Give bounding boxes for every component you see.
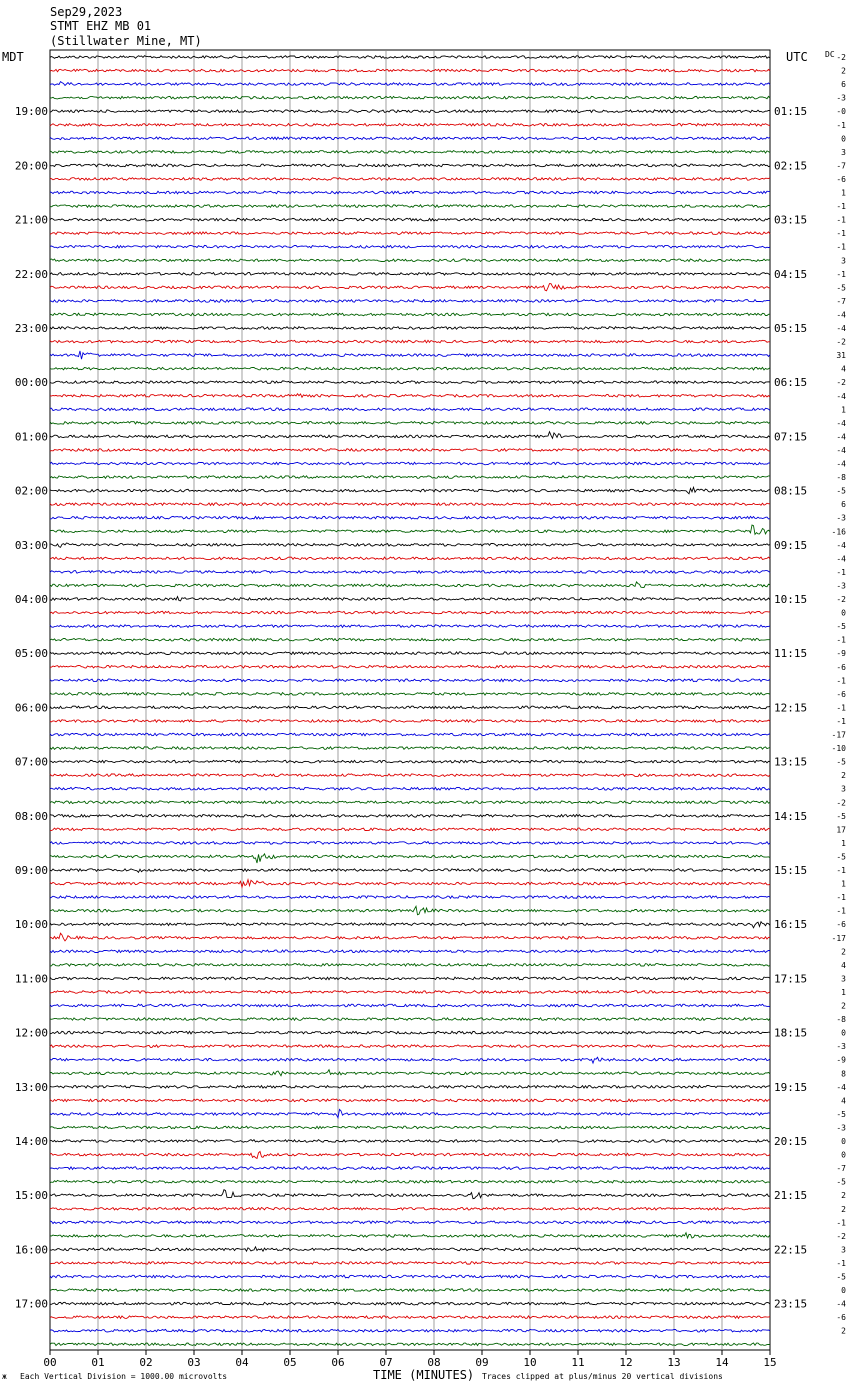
dc-offset-label: 6 xyxy=(841,80,846,90)
dc-offset-label: 3 xyxy=(841,1245,846,1255)
right-hour-label: 18:15 xyxy=(774,1026,808,1040)
x-tick-label: 08 xyxy=(427,1356,441,1369)
trace-line xyxy=(50,950,770,953)
trace-line xyxy=(50,1233,770,1238)
dc-offset-label: -1 xyxy=(836,866,846,875)
left-hour-label: 12:00 xyxy=(14,1026,48,1040)
dc-offset-label: -16 xyxy=(831,527,846,537)
dc-offset-label: -4 xyxy=(836,391,846,401)
trace-line xyxy=(50,1070,770,1076)
trace-line xyxy=(50,1208,770,1211)
dc-offset-label: -8 xyxy=(836,473,846,483)
left-hour-label: 19:00 xyxy=(14,105,48,119)
dc-offset-label: -4 xyxy=(836,459,846,469)
trace-line xyxy=(50,679,770,682)
dc-offset-label: -5 xyxy=(836,622,846,632)
dc-label: DC xyxy=(825,50,835,59)
dc-offset-label: 4 xyxy=(841,364,846,374)
trace-line xyxy=(50,394,770,398)
dc-offset-label: 0 xyxy=(841,1137,846,1146)
trace-line xyxy=(50,964,770,967)
trace-line xyxy=(50,232,770,235)
dc-offset-label: 3 xyxy=(841,256,846,266)
trace-line xyxy=(50,557,770,560)
x-tick-label: 15 xyxy=(763,1356,777,1369)
trace-line xyxy=(50,191,770,194)
trace-line xyxy=(50,381,770,384)
dc-offset-label: 17 xyxy=(836,825,846,835)
trace-line xyxy=(50,1018,770,1021)
dc-offset-label: -3 xyxy=(836,513,846,523)
trace-line xyxy=(50,1275,770,1278)
scale-note: Each Vertical Division = 1000.00 microvolts xyxy=(20,1372,228,1381)
trace-line xyxy=(50,245,770,248)
dc-offset-label: -3 xyxy=(836,1042,846,1052)
dc-offset-label: -1 xyxy=(836,906,846,916)
dc-offset-label: -9 xyxy=(836,1055,846,1065)
dc-offset-label: -1 xyxy=(836,120,846,130)
trace-line xyxy=(50,273,770,276)
trace-line xyxy=(50,933,770,941)
left-hour-label: 01:00 xyxy=(14,430,48,444)
trace-line xyxy=(50,205,770,208)
left-hour-label: 10:00 xyxy=(14,918,48,932)
x-tick-label: 09 xyxy=(475,1356,489,1369)
trace-line xyxy=(50,503,770,506)
trace-line xyxy=(50,82,770,86)
trace-line xyxy=(50,760,770,763)
trace-line xyxy=(50,476,770,479)
left-hour-label: 07:00 xyxy=(14,755,48,769)
dc-offset-label: -6 xyxy=(836,662,846,672)
trace-line xyxy=(50,1302,770,1305)
trace-line xyxy=(50,597,770,601)
x-tick-label: 05 xyxy=(283,1356,297,1369)
dc-offset-label: -4 xyxy=(836,324,846,333)
trace-line xyxy=(50,151,770,154)
dc-offset-label: -6 xyxy=(836,920,846,930)
dc-offset-label: 2 xyxy=(841,771,846,781)
dc-offset-label: 8 xyxy=(841,1069,846,1079)
corner-mark: ж xyxy=(2,1372,7,1381)
left-hour-label: 05:00 xyxy=(14,647,48,661)
left-hour-label: 15:00 xyxy=(14,1189,48,1203)
trace-line xyxy=(50,487,770,494)
dc-offset-label: 2 xyxy=(841,1326,846,1336)
trace-line xyxy=(50,922,770,928)
right-hour-label: 20:15 xyxy=(774,1135,808,1148)
right-timezone-label: UTC xyxy=(786,50,808,64)
x-tick-label: 06 xyxy=(331,1356,345,1369)
dc-offset-label: -1 xyxy=(836,676,846,686)
left-hour-label: 21:00 xyxy=(14,213,48,227)
dc-offset-label: -1 xyxy=(836,229,846,239)
dc-offset-label: -1 xyxy=(836,635,846,645)
trace-line xyxy=(50,1045,770,1048)
dc-offset-label: -1 xyxy=(836,716,846,726)
trace-line xyxy=(50,1221,770,1224)
right-hour-label: 10:15 xyxy=(774,593,808,606)
left-hour-label: 04:00 xyxy=(14,593,48,606)
x-tick-label: 07 xyxy=(379,1356,393,1369)
trace-line xyxy=(50,1057,770,1063)
dc-offset-label: -7 xyxy=(836,161,846,171)
right-hour-label: 14:15 xyxy=(774,809,808,823)
trace-line xyxy=(50,747,770,750)
trace-line xyxy=(50,1031,770,1034)
dc-offset-label: -1 xyxy=(836,893,846,903)
trace-line xyxy=(50,1004,770,1007)
left-hour-label: 00:00 xyxy=(14,376,48,390)
dc-offset-label: 3 xyxy=(841,974,846,984)
trace-line xyxy=(50,906,770,915)
dc-offset-label: 2 xyxy=(841,1191,846,1201)
trace-line xyxy=(50,693,770,696)
dc-offset-label: -1 xyxy=(836,1218,846,1228)
dc-offset-label: -4 xyxy=(836,554,846,564)
trace-line xyxy=(50,774,770,777)
trace-line xyxy=(50,1140,770,1143)
dc-offset-label: -5 xyxy=(836,486,846,496)
x-tick-label: 02 xyxy=(139,1356,153,1369)
trace-line xyxy=(50,1247,770,1251)
trace-line xyxy=(50,525,770,534)
trace-line xyxy=(50,351,770,359)
dc-offset-label: 0 xyxy=(841,1028,846,1038)
trace-line xyxy=(50,422,770,425)
trace-line xyxy=(50,1316,770,1319)
dc-offset-label: -2 xyxy=(836,337,846,347)
trace-line xyxy=(50,408,770,411)
dc-offset-label: -6 xyxy=(836,174,846,184)
dc-offset-label: -0 xyxy=(836,107,846,117)
dc-offset-label: 3 xyxy=(841,147,846,157)
right-hour-label: 06:15 xyxy=(774,376,808,390)
trace-line xyxy=(50,218,770,221)
dc-offset-label: -1 xyxy=(836,1258,846,1268)
trace-line xyxy=(50,449,770,452)
dc-offset-label: -4 xyxy=(836,540,846,550)
dc-offset-label: 31 xyxy=(836,351,846,361)
trace-line xyxy=(50,543,770,547)
trace-line xyxy=(50,787,770,790)
x-tick-label: 03 xyxy=(187,1356,201,1369)
dc-offset-label: -7 xyxy=(836,1164,846,1174)
trace-line xyxy=(50,815,770,818)
right-hour-label: 09:15 xyxy=(774,538,808,552)
trace-line xyxy=(50,516,770,519)
right-hour-label: 08:15 xyxy=(774,484,808,498)
trace-line xyxy=(50,625,770,628)
trace-line xyxy=(50,1109,770,1117)
dc-offset-label: -4 xyxy=(836,432,846,442)
dc-offset-label: 2 xyxy=(841,1001,846,1011)
left-timezone-label: MDT xyxy=(2,50,24,64)
dc-offset-label: -5 xyxy=(836,1177,846,1187)
dc-offset-label: 1 xyxy=(841,879,846,889)
dc-offset-label: -1 xyxy=(836,703,846,713)
trace-line xyxy=(50,801,770,804)
dc-offset-label: -2 xyxy=(836,1231,846,1241)
dc-offset-label: 6 xyxy=(841,500,846,510)
trace-line xyxy=(50,880,770,887)
dc-offset-label: -5 xyxy=(836,811,846,821)
trace-line xyxy=(50,327,770,330)
dc-offset-label: 3 xyxy=(841,784,846,794)
dc-offset-label: -5 xyxy=(836,757,846,767)
right-hour-label: 19:15 xyxy=(774,1080,808,1094)
dc-offset-label: -5 xyxy=(836,1272,846,1282)
dc-offset-label: -5 xyxy=(836,852,846,862)
right-hour-label: 05:15 xyxy=(774,322,808,335)
trace-line xyxy=(50,259,770,262)
left-hour-label: 09:00 xyxy=(14,864,48,877)
trace-line xyxy=(50,462,770,465)
trace-line xyxy=(50,56,770,59)
left-hour-label: 17:00 xyxy=(14,1297,48,1311)
right-hour-label: 16:15 xyxy=(774,918,808,932)
left-hour-label: 11:00 xyxy=(14,972,48,986)
dc-offset-label: -1 xyxy=(836,215,846,225)
dc-offset-label: -4 xyxy=(836,1299,846,1309)
trace-line xyxy=(50,1152,770,1159)
trace-line xyxy=(50,896,770,899)
x-tick-label: 14 xyxy=(715,1356,729,1369)
dc-offset-label: -8 xyxy=(836,1015,846,1025)
dc-offset-label: 4 xyxy=(841,1096,846,1106)
trace-line xyxy=(50,720,770,723)
right-hour-label: 23:15 xyxy=(774,1297,808,1311)
trace-line xyxy=(50,124,770,127)
left-hour-label: 20:00 xyxy=(14,159,48,173)
dc-offset-label: -2 xyxy=(836,53,846,62)
dc-offset-label: 1 xyxy=(841,188,846,198)
right-hour-label: 01:15 xyxy=(774,105,808,119)
dc-offset-label: 2 xyxy=(841,1204,846,1214)
trace-line xyxy=(50,164,770,167)
trace-line xyxy=(50,582,770,588)
trace-line xyxy=(50,178,770,181)
dc-offset-label: -2 xyxy=(836,595,846,604)
dc-offset-label: -4 xyxy=(836,445,846,455)
dc-offset-label: 2 xyxy=(841,947,846,957)
trace-line xyxy=(50,367,770,370)
trace-line xyxy=(50,854,770,863)
left-hour-label: 16:00 xyxy=(14,1243,48,1257)
dc-offset-label: -7 xyxy=(836,296,846,306)
trace-line xyxy=(50,1086,770,1089)
trace-line xyxy=(50,110,770,113)
dc-offset-label: 1 xyxy=(841,987,846,997)
x-axis-label: TIME (MINUTES) xyxy=(373,1368,475,1382)
right-hour-label: 11:15 xyxy=(774,647,808,661)
right-hour-label: 22:15 xyxy=(774,1243,808,1257)
trace-line xyxy=(50,842,770,845)
trace-line xyxy=(50,1289,770,1292)
dc-offset-label: -4 xyxy=(836,1082,846,1092)
trace-line xyxy=(50,706,770,709)
trace-line xyxy=(50,300,770,303)
trace-line xyxy=(50,652,770,655)
left-hour-label: 22:00 xyxy=(14,267,48,281)
trace-line xyxy=(50,666,770,669)
dc-offset-label: -2 xyxy=(836,378,846,388)
trace-line xyxy=(50,1190,770,1199)
dc-offset-label: -4 xyxy=(836,418,846,428)
chart-date: Sep29,2023 xyxy=(50,5,123,19)
dc-offset-label: -1 xyxy=(836,567,846,577)
trace-line xyxy=(50,571,770,574)
dc-offset-label: -1 xyxy=(836,269,846,279)
dc-offset-label: -5 xyxy=(836,283,846,293)
right-hour-label: 13:15 xyxy=(774,755,808,769)
trace-line xyxy=(50,1099,770,1102)
left-hour-label: 23:00 xyxy=(14,322,48,335)
trace-line xyxy=(50,1343,770,1346)
x-tick-label: 12 xyxy=(619,1356,633,1369)
dc-offset-label: -2 xyxy=(836,798,846,808)
dc-offset-label: 4 xyxy=(841,960,846,970)
trace-line xyxy=(50,828,770,831)
dc-offset-label: 2 xyxy=(841,66,846,76)
chart-station: STMT EHZ MB 01 xyxy=(50,19,152,33)
dc-offset-label: 0 xyxy=(841,134,846,144)
left-hour-label: 06:00 xyxy=(14,701,48,715)
trace-line xyxy=(50,96,770,99)
x-tick-label: 13 xyxy=(667,1356,681,1369)
dc-offset-label: -9 xyxy=(836,649,846,659)
trace-line xyxy=(50,869,770,873)
trace-line xyxy=(50,313,770,316)
right-hour-label: 15:15 xyxy=(774,864,808,877)
trace-line xyxy=(50,991,770,994)
trace-line xyxy=(50,1329,770,1332)
left-hour-label: 03:00 xyxy=(14,538,48,552)
trace-line xyxy=(50,284,770,291)
right-hour-label: 12:15 xyxy=(774,701,808,715)
trace-line xyxy=(50,1167,770,1170)
dc-offset-label: -3 xyxy=(836,1123,846,1133)
dc-offset-label: -10 xyxy=(831,744,846,754)
dc-offset-label: -6 xyxy=(836,1313,846,1323)
left-hour-label: 13:00 xyxy=(14,1080,48,1094)
trace-line xyxy=(50,432,770,439)
right-hour-label: 03:15 xyxy=(774,213,808,227)
trace-line xyxy=(50,611,770,614)
trace-line xyxy=(50,1126,770,1129)
left-hour-label: 14:00 xyxy=(14,1135,48,1148)
trace-line xyxy=(50,1262,770,1265)
right-hour-label: 02:15 xyxy=(774,159,808,173)
dc-offset-label: -1 xyxy=(836,242,846,252)
trace-line xyxy=(50,733,770,736)
x-tick-label: 04 xyxy=(235,1356,249,1369)
dc-offset-label: -6 xyxy=(836,689,846,699)
x-tick-label: 10 xyxy=(523,1356,537,1369)
dc-offset-label: -5 xyxy=(836,1109,846,1119)
dc-offset-label: -17 xyxy=(831,933,846,943)
trace-line xyxy=(50,1180,770,1183)
dc-offset-label: -4 xyxy=(836,310,846,320)
dc-offset-label: 0 xyxy=(841,608,846,618)
chart-location: (Stillwater Mine, MT) xyxy=(50,34,202,48)
trace-line xyxy=(50,977,770,980)
dc-offset-label: -3 xyxy=(836,581,846,591)
dc-offset-label: -3 xyxy=(836,93,846,103)
dc-offset-label: 1 xyxy=(841,405,846,415)
dc-offset-label: 1 xyxy=(841,838,846,848)
right-hour-label: 17:15 xyxy=(774,972,808,986)
left-hour-label: 08:00 xyxy=(14,809,48,823)
dc-offset-label: -1 xyxy=(836,202,846,212)
x-tick-label: 00 xyxy=(43,1356,57,1369)
trace-line xyxy=(50,69,770,72)
x-tick-label: 11 xyxy=(571,1356,585,1369)
right-hour-label: 07:15 xyxy=(774,430,808,444)
trace-line xyxy=(50,340,770,343)
x-tick-label: 01 xyxy=(91,1356,105,1369)
dc-offset-label: 0 xyxy=(841,1286,846,1296)
dc-offset-label: 0 xyxy=(841,1150,846,1160)
trace-line xyxy=(50,638,770,641)
dc-offset-label: -17 xyxy=(831,730,846,740)
clip-note: Traces clipped at plus/minus 20 vertical divisions xyxy=(482,1372,723,1381)
right-hour-label: 21:15 xyxy=(774,1189,808,1203)
trace-line xyxy=(50,137,770,140)
left-hour-label: 02:00 xyxy=(14,484,48,498)
right-hour-label: 04:15 xyxy=(774,267,808,281)
